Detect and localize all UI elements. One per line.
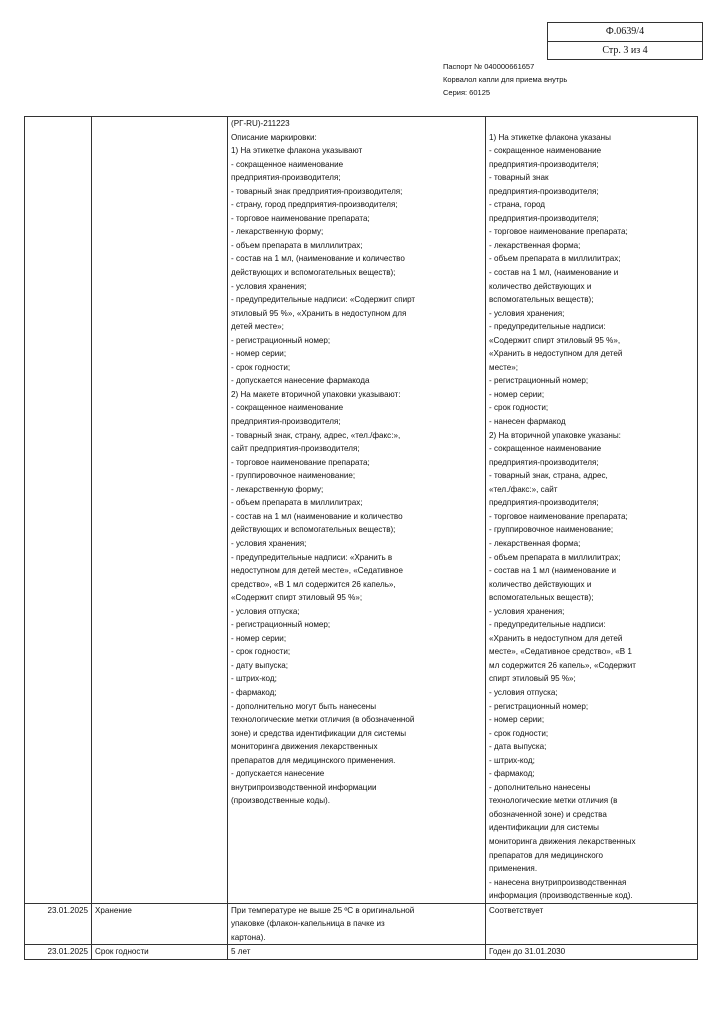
text-line: предприятия-производителя; (489, 159, 599, 169)
date-cell: 23.01.2025 (25, 945, 92, 960)
requirement-cell (228, 903, 486, 945)
text-line: - лекарственную форму; (231, 227, 324, 237)
text-line: - состав на 1 мл (наименование и количество (231, 511, 403, 521)
parameter-cell (92, 117, 228, 904)
text-line: - срок годности; (489, 403, 549, 413)
text-line: вспомогательных веществ); (489, 593, 594, 603)
text-line: (производственные коды). (231, 796, 330, 806)
document-header (443, 60, 567, 99)
date-cell (25, 117, 92, 904)
text-line: картона). (231, 932, 266, 942)
result-cell (486, 903, 698, 945)
text-line: - регистрационный номер; (231, 620, 331, 630)
text-line: препаратов для медицинского применения. (231, 755, 396, 765)
text-line: 2) На макете вторичной упаковки указывают: (231, 389, 401, 399)
text-line: - сокращенное наименование (489, 444, 602, 454)
text-line: действующих и вспомогательных веществ); (231, 268, 396, 278)
text-line: предприятия-производителя; (231, 173, 341, 183)
text-line: «тел./факс:», сайт (489, 484, 558, 494)
text-line: мл содержится 26 капель», «Содержит (489, 660, 637, 670)
text-line: мониторинга движения лекарственных (231, 742, 378, 752)
requirement-cell (228, 117, 486, 904)
text-line: - условия хранения; (489, 606, 565, 616)
parameter-cell: Хранение (92, 903, 228, 945)
form-code-box (547, 22, 703, 60)
text-line: - сокращенное наименование (231, 403, 344, 413)
text-line: - объем препарата в миллилитрах; (231, 240, 363, 250)
text-line: - группировочное наименование; (231, 471, 356, 481)
text-line: - состав на 1 мл (наименование и (489, 566, 616, 576)
text-line: идентификации для системы (489, 823, 599, 833)
text-line: - условия хранения; (231, 281, 307, 291)
text-line: детей месте»; (231, 322, 284, 332)
text-line: - состав на 1 мл, (наименование и (489, 268, 619, 278)
text-line: - лекарственная форма; (489, 538, 581, 548)
text-line: - нанесена внутрипроизводственная (489, 877, 627, 887)
text-line: информация (производственные код). (489, 891, 633, 901)
text-line: - предупредительные надписи: «Хранить в (231, 552, 393, 562)
text-line (489, 117, 694, 131)
text-line: - номер серии; (231, 633, 287, 643)
text-line: вспомогательных веществ); (489, 295, 594, 305)
text-line: сайт предприятия-производителя; (231, 444, 360, 454)
product-name: Корвалол капли для приема внутрь (443, 75, 568, 84)
text-line: - регистрационный номер; (231, 335, 331, 345)
text-line: - объем препарата в миллилитрах; (489, 254, 621, 264)
text-line: - условия хранения; (231, 538, 307, 548)
page-number: Стр. 3 из 4 (548, 41, 702, 59)
text-line: упаковке (флакон-капельница в пачке из (231, 919, 385, 929)
text-line: действующих и вспомогательных веществ); (231, 525, 396, 535)
text-line: предприятия-производителя; (489, 457, 599, 467)
passport-number: Паспорт № 040000661657 (443, 62, 535, 71)
result-cell (486, 945, 698, 960)
text-line: Годен до 31.01.2030 (489, 947, 566, 957)
text-line: - штрих-код; (489, 755, 535, 765)
text-line: Описание маркировки: (231, 132, 317, 142)
series-number: Серия: 60125 (443, 88, 491, 97)
text-line: - объем препарата в миллилитрах; (489, 552, 621, 562)
text-line: средство», «В 1 мл содержится 26 капель», (231, 579, 396, 589)
parameter-cell: Срок годности (92, 945, 228, 960)
text-line: - регистрационный номер; (489, 701, 589, 711)
text-line: - номер серии; (489, 389, 545, 399)
text-line: - допускается нанесение фармакода (231, 376, 370, 386)
text-line: спирт этиловый 95 %»; (489, 674, 576, 684)
text-line: - штрих-код; (231, 674, 277, 684)
table-row (25, 117, 698, 904)
specification-table (24, 116, 698, 960)
text-line: «Хранить в недоступном для детей (489, 349, 623, 359)
text-line: - товарный знак, страну, адрес, «тел./факс:», (231, 430, 401, 440)
text-line: - фармакод; (231, 687, 277, 697)
text-line: - фармакод; (489, 769, 535, 779)
text-line: - торговое наименование препарата; (489, 227, 628, 237)
text-line: - сокращенное наименование (231, 159, 344, 169)
text-line: - товарный знак (489, 173, 549, 183)
text-line: - страну, город предприятия-производителя; (231, 200, 398, 210)
text-line: «Содержит спирт этиловый 95 %», (489, 335, 621, 345)
text-line: предприятия-производителя; (489, 213, 599, 223)
text-line: - дополнительно могут быть нанесены (231, 701, 377, 711)
text-line: (РГ-RU)-211223 (231, 119, 290, 128)
text-line: - номер серии; (489, 715, 545, 725)
text-line: применения. (489, 864, 538, 874)
text-line: внутрипроизводственной информации (231, 782, 377, 792)
text-line: - условия отпуска; (489, 687, 558, 697)
text-line: - дату выпуска; (231, 660, 289, 670)
text-line: - состав на 1 мл, (наименование и количество (231, 254, 405, 264)
requirement-cell (228, 945, 486, 960)
text-line: «Хранить в недоступном для детей (489, 633, 623, 643)
text-line: 1) На этикетке флакона указывают (231, 146, 363, 156)
text-line: мониторинга движения лекарственных (489, 836, 636, 846)
text-line: этиловый 95 %», «Хранить в недоступном для (231, 308, 407, 318)
text-line: обозначенной зоне) и средства (489, 809, 607, 819)
text-line: - срок годности; (489, 728, 549, 738)
text-line: предприятия-производителя; (489, 498, 599, 508)
text-line: количество действующих и (489, 281, 592, 291)
text-line: - предупредительные надписи: (489, 322, 606, 332)
text-line: - регистрационный номер; (489, 376, 589, 386)
text-line: предприятия-производителя; (231, 417, 341, 427)
table-row (25, 903, 698, 945)
text-line: - нанесен фармакод (489, 417, 566, 427)
text-line: количество действующих и (489, 579, 592, 589)
text-line: - торговое наименование препарата; (231, 213, 370, 223)
text-line: - объем препарата в миллилитрах; (231, 498, 363, 508)
text-line: - торговое наименование препарата; (231, 457, 370, 467)
result-cell (486, 117, 698, 904)
text-line: предприятия-производителя; (489, 186, 599, 196)
table-row (25, 945, 698, 960)
text-line: - товарный знак предприятия-производителя; (231, 186, 403, 196)
text-line: - группировочное наименование; (489, 525, 614, 535)
text-line: - срок годности; (231, 362, 291, 372)
text-line: При температуре не выше 25 ºС в оригинальной (231, 905, 415, 915)
text-line: - торговое наименование препарата; (489, 511, 628, 521)
text-line: недоступном для детей месте», «Седативное (231, 566, 403, 576)
text-line: технологические метки отличия (в обозначенной (231, 715, 415, 725)
text-line: препаратов для медицинского (489, 850, 604, 860)
text-line: зоне) и средства идентификации для системы (231, 728, 407, 738)
text-line: - номер серии; (231, 349, 287, 359)
text-line: - дополнительно нанесены (489, 782, 591, 792)
text-line: месте»; (489, 362, 518, 372)
text-line: - страна, город (489, 200, 545, 210)
text-line: - допускается нанесение (231, 769, 325, 779)
text-line: - товарный знак, страна, адрес, (489, 471, 608, 481)
text-line: - предупредительные надписи: (489, 620, 606, 630)
text-line: - сокращенное наименование (489, 146, 602, 156)
text-line: технологические метки отличия (в (489, 796, 618, 806)
text-line: 2) На вторичной упаковке указаны: (489, 430, 621, 440)
text-line: - дата выпуска; (489, 742, 547, 752)
text-line: месте», «Седативное средство», «В 1 (489, 647, 632, 657)
text-line: - лекарственную форму; (231, 484, 324, 494)
text-line: 1) На этикетке флакона указаны (489, 132, 611, 142)
text-line: - условия отпуска; (231, 606, 300, 616)
form-code: Ф.0639/4 (605, 26, 645, 37)
text-line: - условия хранения; (489, 308, 565, 318)
text-line: Соответствует (489, 905, 544, 915)
text-line: - срок годности; (231, 647, 291, 657)
date-cell: 23.01.2025 (25, 903, 92, 945)
text-line: - предупредительные надписи: «Содержит спирт (231, 295, 416, 305)
text-line: 5 лет (231, 947, 251, 957)
text-line: - лекарственная форма; (489, 240, 581, 250)
text-line: «Содержит спирт этиловый 95 %»; (231, 593, 363, 603)
